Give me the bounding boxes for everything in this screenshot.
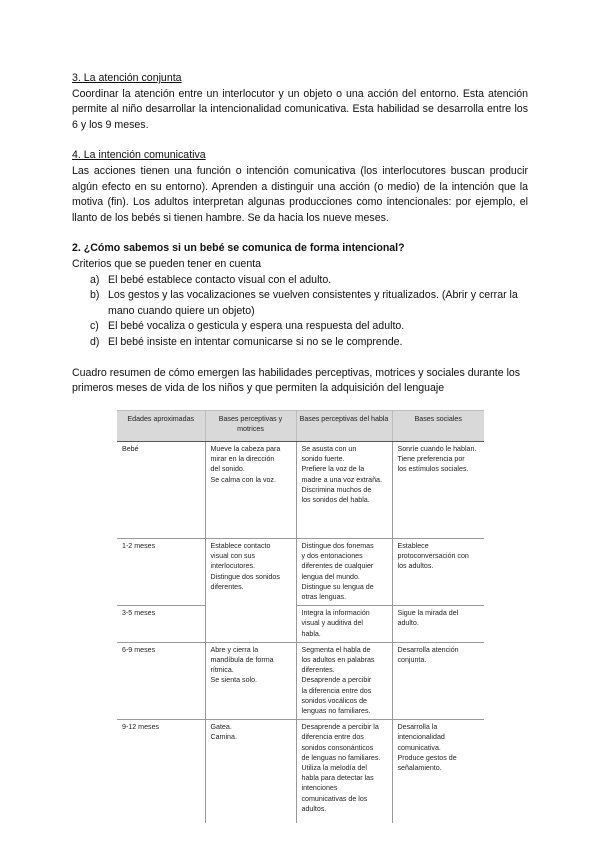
cell-line: intenciones bbox=[301, 784, 338, 793]
cell-social bbox=[392, 442, 484, 539]
cell-line: diferencia entre dos bbox=[301, 733, 364, 742]
list-marker: b) bbox=[90, 289, 100, 302]
cell-motor bbox=[205, 442, 296, 539]
list-item bbox=[72, 288, 528, 319]
section-4-heading: 4. La intención comunicativa bbox=[72, 149, 206, 162]
cell-line: de lenguas no familiares. bbox=[301, 753, 381, 762]
cell-line: Utiliza la melodía del bbox=[301, 764, 367, 773]
table-row bbox=[117, 642, 484, 719]
cell-social bbox=[392, 720, 484, 823]
cell-line: comunicativa. bbox=[397, 743, 441, 752]
cell-line: comunicativas de los bbox=[301, 794, 368, 803]
cell-line: diferentes. bbox=[301, 666, 335, 675]
cell-line: Camina. bbox=[210, 733, 237, 742]
header-ages: Edades aproximadas bbox=[117, 411, 205, 442]
criteria-list bbox=[72, 273, 528, 351]
cell-age: 3-5 meses bbox=[117, 606, 205, 643]
cell-line: sonidos vocálicos de bbox=[301, 696, 367, 705]
cell-line: lenguas no familiares. bbox=[301, 707, 371, 716]
table-row bbox=[117, 606, 484, 643]
cell-line: los adultos en palabras bbox=[301, 656, 375, 665]
cell-line: sonido fuerte. bbox=[301, 455, 345, 464]
section-3-heading: 3. La atención conjunta bbox=[72, 72, 182, 84]
cell-motor bbox=[205, 539, 296, 643]
cell-line: intencionalidad bbox=[397, 733, 445, 742]
cell-line: adulto. bbox=[397, 619, 419, 628]
cell-line: la diferencia entre dos bbox=[301, 686, 372, 695]
cell-line: Integra la información bbox=[301, 609, 370, 618]
list-item-text: Los gestos y las vocalizaciones se vuelven consistentes y ritualizados. (Abrir y cerrar la mano cuando quiere un objeto) bbox=[108, 289, 518, 317]
cell-line: Establece contacto bbox=[210, 542, 271, 550]
cell-motor bbox=[205, 642, 296, 719]
body-text bbox=[72, 71, 528, 397]
cell-line: Abre y cierra la bbox=[210, 645, 259, 654]
cell-line: lengua del mundo. bbox=[301, 572, 360, 581]
cell-line: conjunta. bbox=[397, 656, 427, 665]
cell-age: 1-2 meses bbox=[117, 539, 205, 606]
list-item bbox=[72, 273, 528, 289]
cell-line: mandíbula de forma bbox=[210, 656, 274, 665]
cell-line: Mueve la cabeza para bbox=[210, 445, 281, 453]
cell-social bbox=[392, 606, 484, 643]
cell-line: Establece bbox=[397, 542, 429, 550]
table-row bbox=[117, 539, 484, 606]
cell-line: otras lenguas. bbox=[301, 593, 347, 602]
section-2-question: 2. ¿Cómo sabemos si un bebé se comunica de forma intencional? bbox=[72, 242, 405, 255]
list-marker: d) bbox=[90, 335, 100, 348]
cell-line: Tiene preferencia por bbox=[397, 455, 465, 464]
cell-line: Se sienta solo. bbox=[210, 676, 258, 685]
cell-line: Segmenta el habla de bbox=[301, 645, 371, 654]
cell-speech bbox=[296, 539, 392, 606]
table-body bbox=[117, 442, 484, 823]
list-item-text: El bebé establece contacto visual con el adulto. bbox=[108, 273, 332, 286]
cell-age: 6-9 meses bbox=[117, 642, 205, 719]
list-marker: c) bbox=[90, 320, 99, 333]
list-item bbox=[72, 319, 528, 335]
cell-line: Se calma con la voz. bbox=[210, 475, 276, 484]
cell-line: Desarrolla la bbox=[397, 723, 438, 732]
table-header-row bbox=[117, 411, 484, 442]
cell-motor bbox=[205, 720, 296, 823]
cell-line: Distingue dos sonidos bbox=[210, 572, 280, 581]
cell-line: Se asusta con un bbox=[301, 445, 357, 453]
table-row bbox=[117, 720, 484, 823]
cell-line: rítmica. bbox=[210, 666, 234, 675]
list-item-text: El bebé vocaliza o gesticula y espera una respuesta del adulto. bbox=[108, 320, 405, 333]
cell-line: Prefiere la voz de la bbox=[301, 465, 365, 474]
cell-speech bbox=[296, 642, 392, 719]
cell-line: Produce gestos de bbox=[397, 753, 457, 762]
cell-line: Desarrolla atención bbox=[397, 645, 459, 654]
cell-line: Sigue la mirada del bbox=[397, 609, 459, 618]
cell-line: Desaprende a percibir bbox=[301, 676, 372, 685]
cell-speech bbox=[296, 606, 392, 643]
cell-line: madre a una voz extraña. bbox=[301, 475, 382, 484]
cell-speech bbox=[296, 442, 392, 539]
header-speech: Bases perceptivas del habla bbox=[296, 411, 392, 442]
cell-line: Distingue su lengua de bbox=[301, 582, 374, 591]
table-row bbox=[117, 442, 484, 539]
cell-line: los estímulos sociales. bbox=[397, 465, 469, 474]
cell-line: diferentes de cualquier bbox=[301, 562, 374, 571]
cell-line: Gatea. bbox=[210, 723, 232, 732]
cell-line: protoconversación con bbox=[397, 552, 469, 561]
cell-speech bbox=[296, 720, 392, 823]
cell-line: sonidos consonánticos bbox=[301, 743, 374, 752]
cell-social bbox=[392, 539, 484, 606]
criteria-intro: Criterios que se pueden tener en cuenta bbox=[72, 257, 262, 270]
cell-line: visual con sus bbox=[210, 552, 256, 561]
header-motor: Bases perceptivas y motrices bbox=[205, 411, 296, 442]
section-4-text: Las acciones tienen una función o intención comunicativa (los interlocutores buscan producir algún efecto en su entorno). Aprenden a distinguir una acción (o medio) de la intención que la motiva (fin). Los adultos interpretan algunas producciones como intencionales: por ejemplo, el llanto de los bebés si tienen hambre. Se da hacia los nueve meses. bbox=[72, 164, 528, 224]
development-table-image bbox=[117, 410, 484, 823]
development-table bbox=[117, 410, 484, 823]
list-item bbox=[72, 335, 528, 351]
cell-line: mirar en la dirección bbox=[210, 455, 275, 464]
cell-line: visual y auditiva del bbox=[301, 619, 364, 628]
header-social: Bases sociales bbox=[392, 411, 484, 442]
cell-line: Discrimina muchos de bbox=[301, 485, 372, 494]
cell-line: los adultos. bbox=[397, 562, 434, 571]
cell-line: habla para detectar las bbox=[301, 774, 374, 783]
cell-age: Bebé bbox=[117, 442, 205, 539]
cell-line: interlocutores. bbox=[210, 562, 256, 571]
cell-social bbox=[392, 642, 484, 719]
cell-line: señalamiento. bbox=[397, 764, 442, 773]
cell-line: diferentes. bbox=[210, 582, 244, 591]
summary-text: Cuadro resumen de cómo emergen las habilidades perceptivas, motrices y sociales durante los primeros meses de vida de los niños y que permiten la adquisición del lenguaje bbox=[72, 366, 521, 395]
cell-line: del sonido. bbox=[210, 465, 245, 474]
cell-line: Sonríe cuando le hablan. bbox=[397, 445, 477, 453]
cell-line: Distingue dos fonemas bbox=[301, 542, 374, 550]
list-marker: a) bbox=[90, 273, 100, 286]
cell-line: habla. bbox=[301, 629, 321, 638]
cell-line: adultos. bbox=[301, 804, 327, 813]
cell-line: y dos entonaciones bbox=[301, 552, 363, 561]
cell-age: 9-12 meses bbox=[117, 720, 205, 823]
cell-line: los sonidos del habla. bbox=[301, 496, 370, 505]
section-3-text: Coordinar la atención entre un interlocutor y un objeto o una acción del entorno. Esta atención permite al niño desarrollar la intencionalidad comunicativa. Esta habilidad se desarrolla entre los 6 y los 9 meses. bbox=[72, 87, 528, 131]
cell-line: Desaprende a percibir la bbox=[301, 723, 379, 732]
list-item-text: El bebé insiste en intentar comunicarse si no se le comprende. bbox=[108, 335, 403, 348]
